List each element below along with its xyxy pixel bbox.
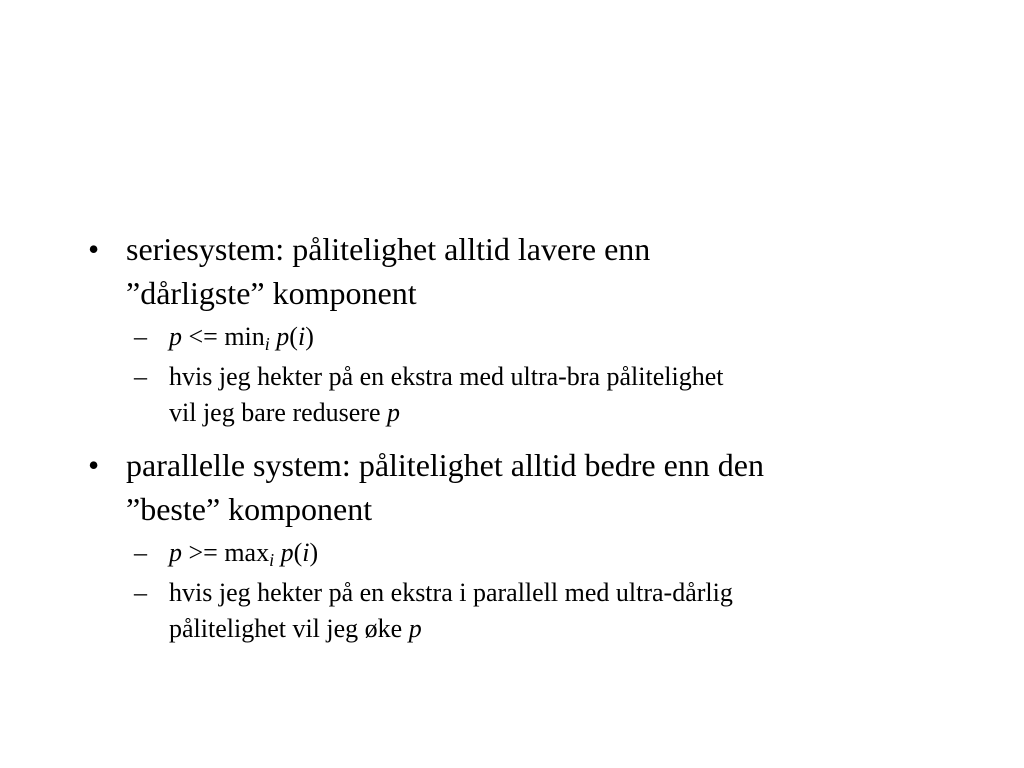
formula-paren-open: ( xyxy=(293,538,303,567)
sub-line-text: vil jeg bare redusere xyxy=(169,398,388,427)
sub-line-var: p xyxy=(387,398,401,427)
bullet-item-parallel-system xyxy=(88,443,958,531)
sub-marker: – xyxy=(134,578,147,607)
subitem-max-formula xyxy=(134,535,958,571)
bullet-line: ”beste” komponent xyxy=(126,491,373,527)
bullet-line: seriesystem: pålitelighet alltid lavere enn xyxy=(126,231,651,267)
formula-arg: i xyxy=(297,322,306,351)
formula-func: p xyxy=(280,538,294,567)
subitem-series-explanation xyxy=(134,359,958,431)
sub-marker: – xyxy=(134,362,147,391)
slide-body xyxy=(88,227,958,647)
sub-line xyxy=(169,611,958,647)
formula-min xyxy=(169,319,958,355)
sub-line xyxy=(169,395,958,431)
sub-marker: – xyxy=(134,538,147,567)
formula-operator: <= min xyxy=(182,322,265,351)
bullet-marker: • xyxy=(88,447,100,483)
bullet-marker: • xyxy=(88,231,100,267)
sub-line: hvis jeg hekter på en ekstra i parallell med ultra-dårlig xyxy=(169,578,733,607)
formula-paren-close: ) xyxy=(309,538,319,567)
formula-paren-close: ) xyxy=(305,322,314,351)
formula-arg: i xyxy=(302,538,310,567)
sub-line-text: pålitelighet vil jeg øke xyxy=(169,614,409,643)
formula-subscript: i xyxy=(269,550,275,570)
sub-text xyxy=(169,359,958,431)
sub-line-var: p xyxy=(408,614,422,643)
bullet-item-series-system xyxy=(88,227,958,315)
bullet-line: ”dårligste” komponent xyxy=(126,275,417,311)
bullet-text xyxy=(126,443,958,531)
bullet-text xyxy=(126,227,958,315)
subitem-parallel-explanation xyxy=(134,575,958,647)
formula-var: p xyxy=(169,538,182,567)
formula-subscript: i xyxy=(264,334,270,354)
formula-func: p xyxy=(276,322,290,351)
subitem-min-formula xyxy=(134,319,958,355)
sub-line: hvis jeg hekter på en ekstra med ultra-bra pålitelighet xyxy=(169,362,724,391)
formula-max xyxy=(169,535,958,571)
sub-marker: – xyxy=(134,322,147,351)
formula-paren-open: ( xyxy=(289,322,298,351)
bullet-line: parallelle system: pålitelighet alltid bedre enn den xyxy=(126,447,764,483)
formula-operator: >= max xyxy=(182,538,270,567)
sub-text xyxy=(169,575,958,647)
formula-var: p xyxy=(169,322,182,351)
